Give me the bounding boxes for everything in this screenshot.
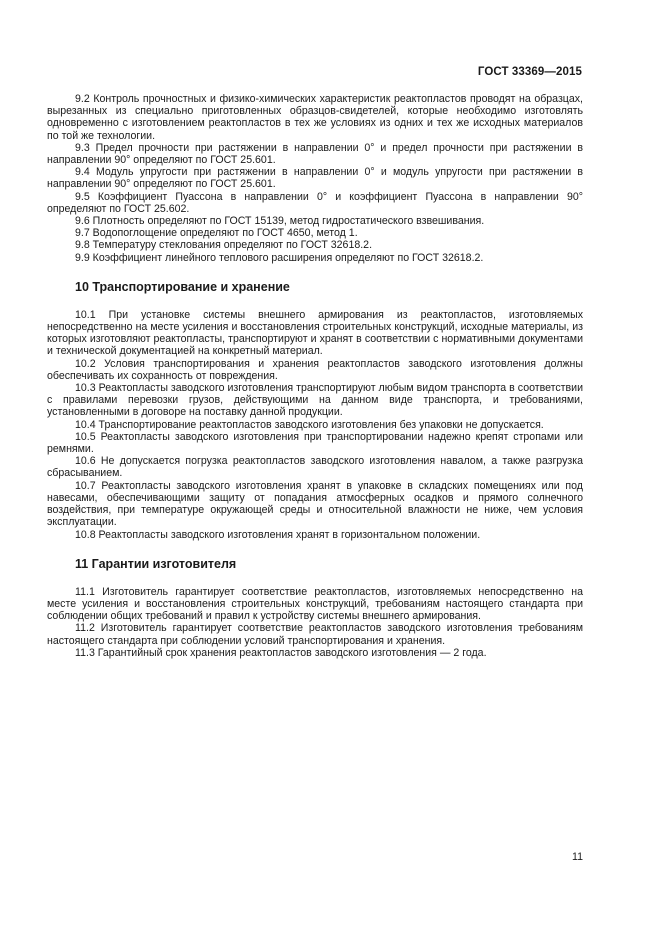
paragraph-9-6: 9.6 Плотность определяют по ГОСТ 15139, метод гидростатического взвешивания. [75,215,485,228]
paragraph-11-1: 11.1 Изготовитель гарантирует соответствие реактопластов, изготовляемых непосредственно на месте усиления и восстановления строительных конструкций, требованиям настоящего стандарта при соблюдении общих требований и правил к устройству системы внешнего армирования. [47,585,583,623]
paragraph-10-6: 10.6 Не допускается погрузка реактопластов заводского изготовления навалом, а также разгрузка сбрасыванием. [47,455,583,480]
section-10-heading: 10 Транспортирование и хранение [75,279,290,294]
paragraph-9-5: 9.5 Коэффициент Пуассона в направлении 0° и коэффициент Пуассона в направлении 90° определяют по ГОСТ 25.602. [47,190,583,215]
paragraph-10-2: 10.2 Условия транспортирования и хранения реактопластов заводского изготовления должны обеспечивать их сохранность от повреждения. [47,357,583,382]
paragraph-10-8: 10.8 Реактопласты заводского изготовления хранят в горизонтальном положении. [75,528,481,541]
paragraph-10-3: 10.3 Реактопласты заводского изготовления транспортируют любым видом транспорта в соответствии с правилами перевозки грузов, действующими на данном виде транспорта, и требованиями, установленными в договоре на поставку данной продукции. [47,382,583,419]
section-11 [47,557,583,659]
paragraph-11-3: 11.3 Гарантийный срок хранения реактопластов заводского изготовления — 2 года. [75,646,487,659]
paragraph-11-2: 11.2 Изготовитель гарантирует соответствие реактопластов заводского изготовления требованиям настоящего стандарта при соблюдении условий транспортирования и хранения. [47,622,583,647]
paragraph-9-9: 9.9 Коэффициент линейного теплового расширения определяют по ГОСТ 32618.2. [75,251,484,264]
page-number: 11 [572,851,583,863]
paragraph-10-1: 10.1 При установке системы внешнего армирования из реактопластов, изготовляемых непосредственно на месте усиления и восстановления строительных конструкций, исходные материалы, из которых изготовляют реактопласты, транспортируют и хранят в соответствии с нормативными документами и технической документацией на конкретный материал. [47,308,583,358]
document-body [47,93,583,659]
paragraph-9-7: 9.7 Водопоглощение определяют по ГОСТ 4650, метод 1. [75,227,358,240]
section-10 [47,280,583,541]
paragraph-10-7: 10.7 Реактопласты заводского изготовления хранят в упаковке в складских помещениях или под навесами, обеспечивающими защиту от попадания атмосферных осадков и прямого солнечного воздействия, при температуре окружающей среды и относительной влажности не ниже, чем условия эксплуатации. [47,479,583,529]
paragraph-10-4: 10.4 Транспортирование реактопластов заводского изготовления без упаковки не допускается. [75,418,544,431]
paragraph-9-2: 9.2 Контроль прочностных и физико-химических характеристик реактопластов проводят на образцах, вырезанных из специально приготовленных образцов-свидетелей, которые необходимо изготовлять одновременно с изготовлением реактопластов в тех же условиях из одних и тех же исходных материалов по той же технологии. [47,93,583,142]
section-11-heading: 11 Гарантии изготовителя [75,556,237,571]
section-9 [47,93,583,264]
paragraph-9-4: 9.4 Модуль упругости при растяжении в направлении 0° и модуль упругости при растяжении в направлении 90° определяют по ГОСТ 25.601. [47,166,583,191]
paragraph-9-8: 9.8 Температуру стеклования определяют по ГОСТ 32618.2. [75,239,373,252]
document-code: ГОСТ 33369—2015 [477,66,582,78]
paragraph-9-3: 9.3 Предел прочности при растяжении в направлении 0° и предел прочности при растяжении в направлении 90° определяют по ГОСТ 25.601. [47,141,583,167]
paragraph-10-5: 10.5 Реактопласты заводского изготовления при транспортировании надежно крепят стропами или ремнями. [47,430,583,456]
